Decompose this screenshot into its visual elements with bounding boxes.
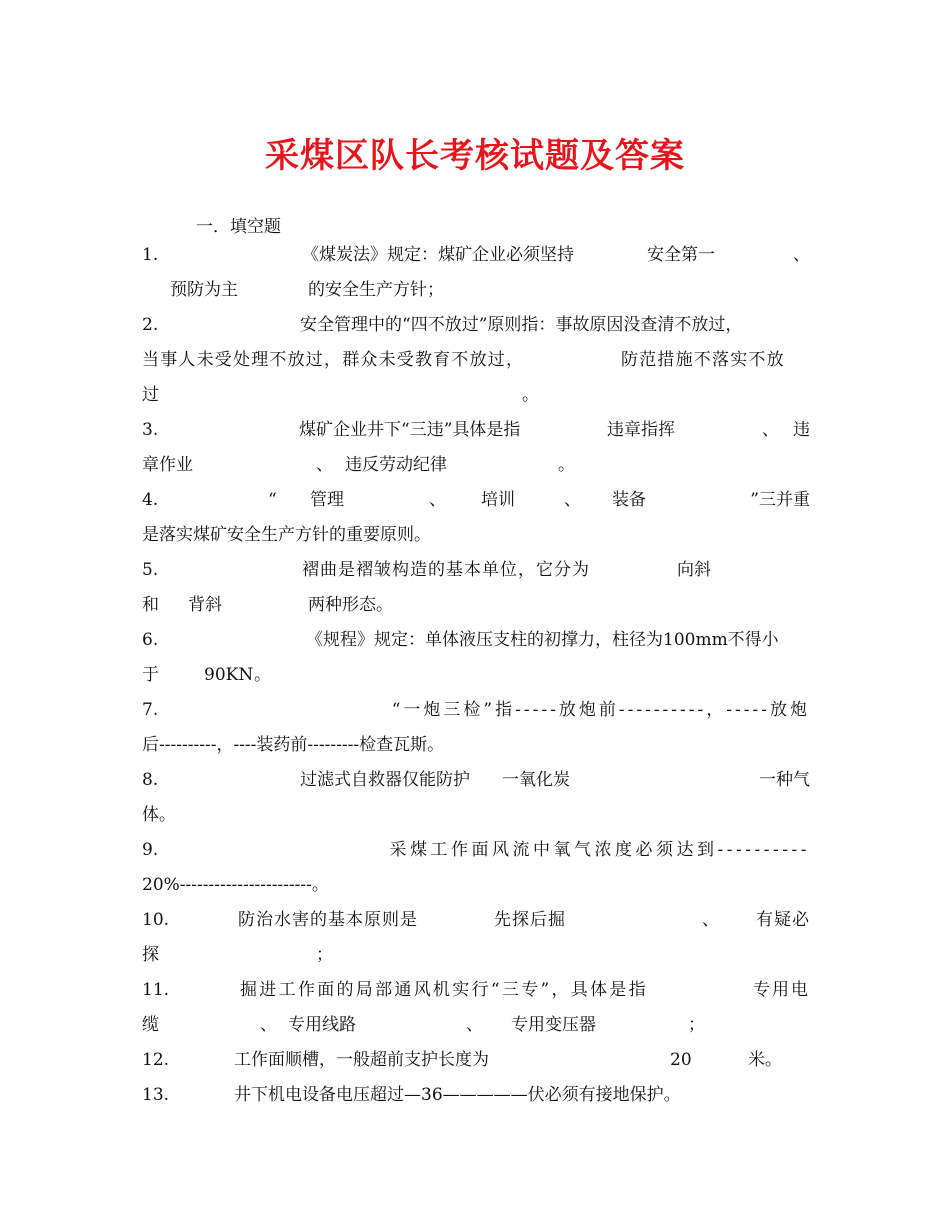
q3-number: 3. (142, 420, 159, 440)
q2-answer1: 防范措施不落实不放 (621, 350, 785, 370)
q3-sep1: 、 (762, 420, 779, 440)
q11-line2 (142, 1008, 810, 1042)
q1-line2 (142, 273, 810, 307)
q11-line1 (142, 973, 810, 1007)
q10-answer1: 先探后掘 (494, 910, 566, 930)
q6-line2 (142, 658, 810, 692)
q5-answer1: 向斜 (677, 560, 711, 580)
q12-answer1: 20 (670, 1050, 692, 1070)
q11-answer2: 专用线路 (288, 1015, 356, 1035)
q3-answer2-start: 违 (793, 420, 810, 440)
q2-line1 (142, 308, 810, 342)
q11-answer1-end: 缆 (142, 1015, 159, 1035)
q4-text2: 是落实煤矿安全生产方针的重要原则。 (142, 525, 431, 545)
q10-number: 10. (142, 910, 170, 930)
q2-number: 2. (142, 315, 159, 335)
q12-text: 工作面顺槽，一般超前支护长度为 (234, 1050, 489, 1070)
q3-line1 (142, 413, 810, 447)
q3-line2 (142, 448, 810, 482)
q13-line1 (142, 1078, 810, 1112)
q5-answer2: 背斜 (188, 595, 222, 615)
q10-answer2-end: 探 (142, 945, 159, 965)
q4-close: ”三并重 (750, 490, 810, 510)
q11-number: 11. (142, 980, 170, 1000)
q1-number: 1. (142, 245, 159, 265)
q6-answer1: 90KN (204, 665, 254, 685)
q11-sep2: 、 (466, 1015, 483, 1035)
q4-number: 4. (142, 490, 159, 510)
q3-text: 煤矿企业井下“三违”具体是指 (299, 420, 521, 440)
q3-answer1: 违章指挥 (607, 420, 675, 440)
q10-answer2-start: 有疑必 (756, 910, 810, 930)
q2-answer1-end: 过 (142, 385, 159, 405)
q6-text: 《规程》规定：单体液压支柱的初撑力，柱径为100mm不得小 (306, 630, 779, 650)
q11-answer1-start: 专用电 (753, 980, 810, 1000)
q3-tail: 。 (558, 455, 575, 475)
q1-answer2: 预防为主 (170, 280, 238, 300)
q5-tail: 两种形态。 (308, 595, 393, 615)
q2-tail: 。 (522, 385, 539, 405)
q10-line1 (142, 903, 810, 937)
q10-line2 (142, 938, 810, 972)
q6-text2: 于 (142, 665, 159, 685)
q4-answer3: 装备 (612, 490, 646, 510)
q8-answer1: 一氧化炭 (502, 770, 570, 790)
q4-open-quote: “ (268, 490, 277, 510)
q9-number: 9. (142, 840, 159, 860)
q13-number: 13. (142, 1085, 170, 1105)
q10-sep1: 、 (702, 910, 719, 930)
q8-line1 (142, 763, 810, 797)
q6-tail: 。 (254, 665, 271, 685)
q10-tail: ； (316, 945, 333, 965)
q10-text: 防治水害的基本原则是 (238, 910, 418, 930)
q2-text2: 当事人未受处理不放过，群众未受教育不放过， (142, 350, 525, 370)
q11-sep1: 、 (260, 1015, 277, 1035)
q7-line1 (142, 693, 810, 727)
q4-line2 (142, 518, 810, 552)
section-heading: 一．填空题 (196, 217, 281, 237)
q6-number: 6. (142, 630, 159, 650)
document-title: 采煤区队长考核试题及答案 (265, 136, 685, 176)
q4-line1 (142, 483, 810, 517)
q3-answer3: 违反劳动纪律 (345, 455, 447, 475)
q2-line2 (142, 343, 810, 377)
q4-sep2: 、 (564, 490, 581, 510)
q11-text: 掘进工作面的局部通风机实行“三专”，具体是指 (240, 980, 648, 1000)
q5-line1 (142, 553, 810, 587)
q7-text2: 后----------，----装药前---------检查瓦斯。 (142, 735, 445, 755)
q8-text2: 体。 (142, 805, 176, 825)
q8-number: 8. (142, 770, 159, 790)
q9-line2 (142, 868, 810, 902)
q8-text: 过滤式自救器仅能防护 (300, 770, 470, 790)
q3-answer2-end: 章作业 (142, 455, 193, 475)
q12-line1 (142, 1043, 810, 1077)
q12-tail: 米。 (748, 1050, 782, 1070)
q7-number: 7. (142, 700, 159, 720)
q4-sep1: 、 (429, 490, 446, 510)
q11-tail: ； (688, 1015, 705, 1035)
q1-text: 《煤炭法》规定：煤矿企业必须坚持 (302, 245, 574, 265)
q2-text: 安全管理中的“四不放过”原则指：事故原因没查清不放过， (300, 315, 743, 335)
q8-line2 (142, 798, 810, 832)
q4-answer2: 培训 (481, 490, 515, 510)
q9-line1 (142, 833, 810, 867)
q2-line3 (142, 378, 810, 412)
q8-tail: 一种气 (759, 770, 810, 790)
q5-and: 和 (142, 595, 159, 615)
q9-text: 采煤工作面风流中氧气浓度必须达到---------- (389, 840, 810, 860)
q1-tail: 的安全生产方针； (308, 280, 444, 300)
q7-line2 (142, 728, 810, 762)
q13-text: 井下机电设备电压超过—36—————伏必须有接地保护。 (234, 1085, 681, 1105)
q1-sep1: 、 (793, 245, 810, 265)
q11-answer3: 专用变压器 (511, 1015, 596, 1035)
q12-number: 12. (142, 1050, 170, 1070)
q1-answer1: 安全第一 (647, 245, 715, 265)
q5-text: 褶曲是褶皱构造的基本单位，它分为 (302, 560, 590, 580)
q4-answer1: 管理 (310, 490, 344, 510)
q9-text2: 20%-----------------------。 (142, 875, 329, 895)
q1-line1 (142, 238, 810, 272)
q6-line1 (142, 623, 810, 657)
q3-sep2: 、 (316, 455, 333, 475)
q7-text: “一炮三检”指-----放炮前----------，-----放炮 (391, 700, 810, 720)
q5-line2 (142, 588, 810, 622)
q5-number: 5. (142, 560, 159, 580)
